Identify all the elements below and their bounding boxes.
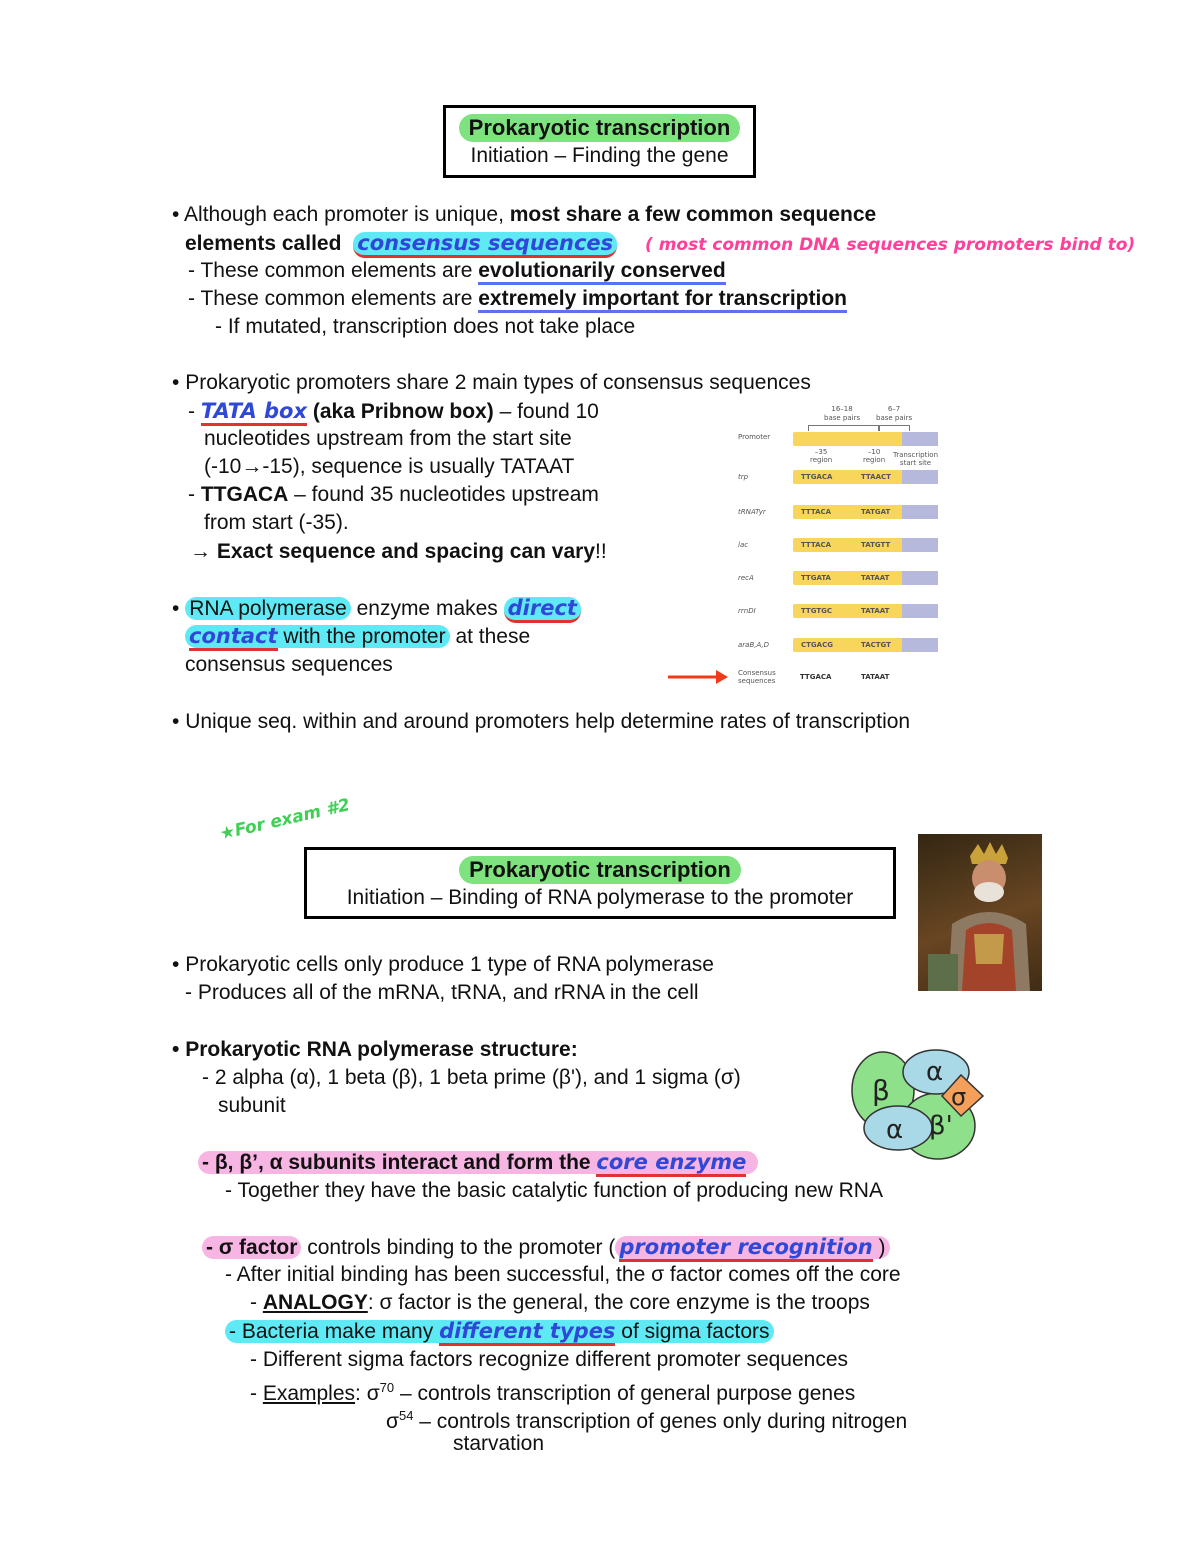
- section2-subtitle: Initiation – Binding of RNA polymerase to the promoter: [346, 886, 854, 909]
- fig-header-a: 16–18 base pairs: [824, 405, 861, 422]
- fig-promoter-label: Promoter: [738, 433, 771, 441]
- fig-row-trna: TTTACA TATGAT: [793, 505, 928, 519]
- fig-r35: –35 region: [810, 448, 833, 464]
- s2-examples-line3: starvation: [453, 1432, 545, 1455]
- bullet-dot: •: [172, 371, 186, 394]
- hw-tata-box: TATA box: [201, 399, 307, 426]
- section1-title-box: [443, 105, 756, 178]
- section2-title: Prokaryotic transcription: [459, 856, 741, 884]
- fig-header-b: 6–7 base pairs: [876, 405, 913, 422]
- s2-analogy-line: - ANALOGY: σ factor is the general, the core enzyme is the troops: [250, 1291, 870, 1314]
- s2-bullet1: • Prokaryotic cells only produce 1 type of RNA polymerase: [172, 953, 714, 976]
- section1-subtitle: Initiation – Finding the gene: [470, 144, 729, 167]
- king-figure-icon: [918, 834, 1042, 991]
- bullet-dot: •: [172, 203, 185, 226]
- fig-row-trna-label: tRNATyr: [738, 508, 766, 516]
- s1-ttgaca-line: - TTGACA – found 35 nucleotides upstream: [188, 483, 599, 506]
- s1-bullet1-line1: • Although each promoter is unique, most share a few common sequence: [172, 203, 877, 226]
- fig-bracket-a: [808, 425, 880, 431]
- red-arrow-icon: [668, 668, 730, 686]
- s2-bullet2-sub2: subunit: [218, 1094, 286, 1117]
- hw-different-types: different types: [439, 1319, 615, 1346]
- alpha-label-bottom: α: [886, 1115, 904, 1145]
- beta-prime-label: β': [929, 1111, 953, 1141]
- fig-consensus-label: Consensus sequences: [738, 669, 776, 685]
- s2-examples-line: - Examples: $\sigma^{70}$ – controls transcription of general purpose genes: [250, 1380, 856, 1405]
- s2-core-sub: - Together they have the basic catalytic function of producing new RNA: [225, 1179, 883, 1202]
- bullet-dot: •: [172, 710, 186, 733]
- bullet-dot: •: [172, 1038, 186, 1061]
- s1-bullet1-line2: elements called consensus sequences ( most common DNA sequences promoters bind to): [185, 229, 1135, 259]
- section1-title: Prokaryotic transcription: [459, 114, 741, 142]
- king-photo: [918, 834, 1042, 991]
- fig-row-reca-label: recA: [738, 574, 754, 582]
- fig-r10: –10 region: [863, 448, 886, 464]
- s1-bullet4: • Unique seq. within and around promoters help determine rates of transcription: [172, 710, 911, 733]
- beta-label: β: [872, 1074, 890, 1107]
- hw-consensus-sequences: consensus sequences: [353, 232, 617, 258]
- hw-direct: direct: [504, 597, 581, 623]
- s1-bullet3-line3: consensus sequences: [185, 653, 393, 676]
- s1-sub1: - These common elements are evolutionarily conserved: [188, 257, 726, 285]
- hw-contact: contact: [189, 624, 278, 651]
- fig-row-lac: TTTACA TATGTT: [793, 538, 928, 552]
- fig-row-reca: TTGATA TATAAT: [793, 571, 928, 585]
- fig-row-trp-label: trp: [738, 473, 749, 481]
- fig-row-trp: TTGACA TTAACT: [793, 470, 928, 484]
- rna-polymerase-diagram: [850, 1048, 990, 1160]
- hw-core-enzyme: core enzyme: [596, 1150, 746, 1177]
- fig-bracket-b: [878, 425, 910, 431]
- bullet-dot: •: [172, 953, 186, 976]
- s1-sub2: - These common elements are extremely important for transcription: [188, 285, 847, 313]
- section2-title-box: [304, 847, 896, 919]
- hw-promoter-recognition: promoter recognition: [619, 1235, 872, 1262]
- fig-row-rrndi-label: rrnDI: [738, 607, 756, 615]
- s1-tata-line: - TATA box (aka Pribnow box) – found 10: [188, 397, 599, 426]
- s1-sub3: - If mutated, transcription does not take place: [215, 315, 636, 338]
- s1-tata-l3: (-10→-15), sequence is usually TATAAT: [204, 455, 575, 478]
- bullet-dot: •: [172, 597, 186, 620]
- s1-bullet3-line1: • RNA polymerase enzyme makes direct: [172, 594, 581, 623]
- fig-promoter-bar: [793, 432, 928, 446]
- s2-examples-line2: $\sigma^{54}$ – controls transcription of genes only during nitrogen: [386, 1408, 908, 1433]
- s1-ttgaca-l2: from start (-35).: [204, 511, 349, 534]
- s1-bullet2: • Prokaryotic promoters share 2 main types of consensus sequences: [172, 371, 811, 394]
- s2-after-line: - After initial binding has been successful, the σ factor comes off the core: [225, 1263, 901, 1286]
- s2-bullet1-sub: - Produces all of the mRNA, tRNA, and rRNA in the cell: [185, 981, 699, 1004]
- s2-bacteria-line: [225, 1317, 774, 1346]
- s2-sigma-line: - σ factor controls binding to the promoter ( promoter recognition ): [202, 1233, 890, 1262]
- fig-consensus-s1: TTGACA: [800, 673, 832, 681]
- fig-row-arab-label: araB,A,D: [738, 641, 770, 649]
- hw-note-consensus: ( most common DNA sequences promoters bind to): [645, 235, 1136, 255]
- hl-promoter-recognition: promoter recognition ): [615, 1236, 889, 1259]
- s1-tata-l2: nucleotides upstream from the start site: [204, 427, 572, 450]
- fig-row-lac-label: lac: [738, 541, 749, 549]
- promoter-consensus-figure: [738, 405, 948, 690]
- hl-bacteria-many-types: - Bacteria make many different types of sigma factors: [225, 1320, 774, 1343]
- hl-contact-promoter: contact with the promoter: [185, 625, 450, 648]
- fig-tss: Transcription start site: [893, 451, 939, 467]
- s2-different-line: - Different sigma factors recognize different promoter sequences: [250, 1348, 849, 1371]
- s1-bullet3-line2: contact with the promoter at these: [185, 622, 530, 651]
- hl-core-enzyme: - β, β’, α subunits interact and form the core enzyme: [198, 1151, 758, 1174]
- fig-consensus-s2: TATAAT: [861, 673, 890, 681]
- fig-row-rrndi: TTGTGC TATAAT: [793, 604, 928, 618]
- s2-core-line: [198, 1148, 758, 1177]
- s2-bullet2: • Prokaryotic RNA polymerase structure:: [172, 1038, 578, 1061]
- s2-bullet2-sub: - 2 alpha (α), 1 beta (β), 1 beta prime (β'), and 1 sigma (σ): [202, 1066, 741, 1089]
- fig-row-arab: CTGACG TACTGT: [793, 638, 928, 652]
- hw-for-exam-2: ★For exam #2: [218, 795, 352, 845]
- alpha-label-top: α: [926, 1057, 944, 1087]
- s1-exact-line: → Exact sequence and spacing can vary!!: [190, 540, 607, 563]
- sigma-label: σ: [951, 1083, 967, 1111]
